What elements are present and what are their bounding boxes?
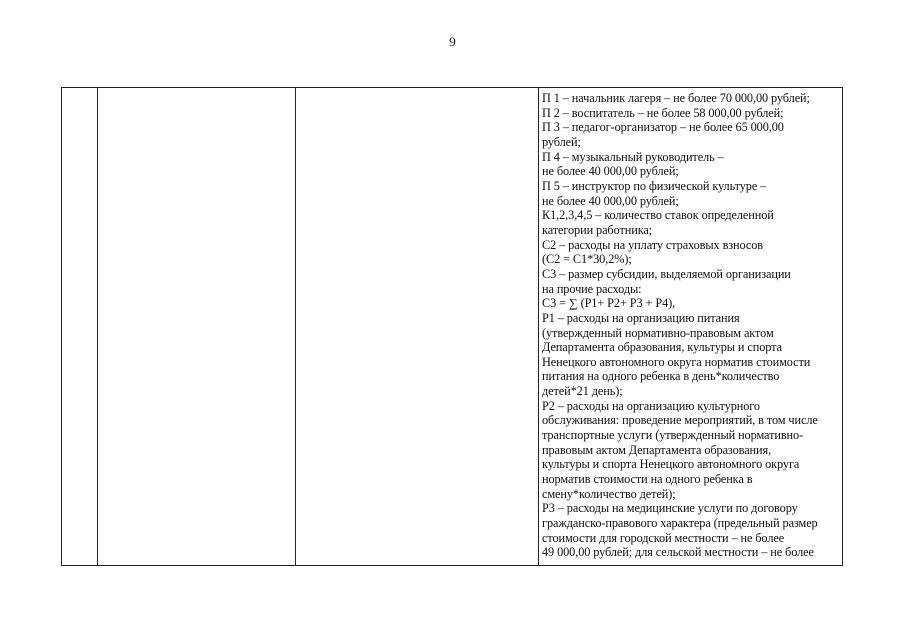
table-cell-empty-2: [98, 88, 296, 566]
text-line: П 1 – начальник лагеря – не более 70 000,00 рублей;: [542, 91, 810, 105]
text-line: культуры и спорта Ненецкого автономного округа: [542, 457, 800, 472]
text-line: Р3 – расходы на медицинские услуги по договору: [542, 501, 798, 516]
text-line: питания на одного ребенка в день*количество: [542, 369, 780, 384]
text-line: Ненецкого автономного округа норматив стоимости: [542, 354, 811, 369]
page-number: 9: [449, 34, 456, 49]
text-line: Р1 – расходы на организацию питания: [542, 310, 740, 325]
text-line: не более 40 000,00 рублей;: [542, 164, 679, 179]
text-line: смену*количество детей);: [542, 486, 676, 501]
table-row: [62, 88, 843, 566]
text-line: С2 – расходы на уплату страховых взносов: [542, 237, 763, 252]
text-line: П 4 – музыкальный руководитель –: [542, 149, 724, 164]
text-line: стоимости для городской местности – не более: [542, 530, 785, 545]
table-cell-empty-3: [296, 88, 539, 566]
text-line: П 2 – воспитатель – не более 58 000,00 рублей;: [542, 105, 784, 120]
text-line: П 5 – инструктор по физической культуре –: [542, 178, 767, 193]
text-line: К1,2,3,4,5 – количество ставок определенной: [542, 208, 774, 223]
text-line: С3 = ∑ (Р1+ Р2+ Р3 + Р4),: [542, 296, 676, 311]
document-table: [61, 87, 843, 566]
text-line: обслуживания: проведение мероприятий, в том числе: [542, 413, 818, 428]
text-line: правовым актом Департамента образования,: [542, 442, 772, 457]
text-line: П 3 – педагог-организатор – не более 65 000,00: [542, 120, 784, 135]
text-line: на прочие расходы:: [542, 281, 642, 296]
text-line: гражданско-правового характера (предельный размер: [542, 516, 818, 531]
cell-paragraph: [539, 88, 842, 560]
text-line: норматив стоимости на одного ребенка в: [542, 472, 753, 487]
text-line: рублей;: [542, 134, 581, 149]
text-line: С3 – размер субсидии, выделяемой организации: [542, 266, 791, 281]
text-line: 49 000,00 рублей; для сельской местности – не более: [542, 545, 814, 560]
table-cell-text: [539, 88, 843, 566]
table-cell-empty-1: [62, 88, 98, 566]
text-line: детей*21 день);: [542, 384, 623, 399]
text-line: (утвержденный нормативно-правовым актом: [542, 325, 774, 340]
text-line: Р2 – расходы на организацию культурного: [542, 398, 760, 413]
text-line: категории работника;: [542, 222, 653, 237]
text-line: Департамента образования, культуры и спорта: [542, 340, 782, 355]
text-line: (С2 = С1*30,2%);: [542, 252, 632, 267]
text-line: не более 40 000,00 рублей;: [542, 193, 679, 208]
text-line: транспортные услуги (утвержденный нормативно-: [542, 428, 804, 443]
